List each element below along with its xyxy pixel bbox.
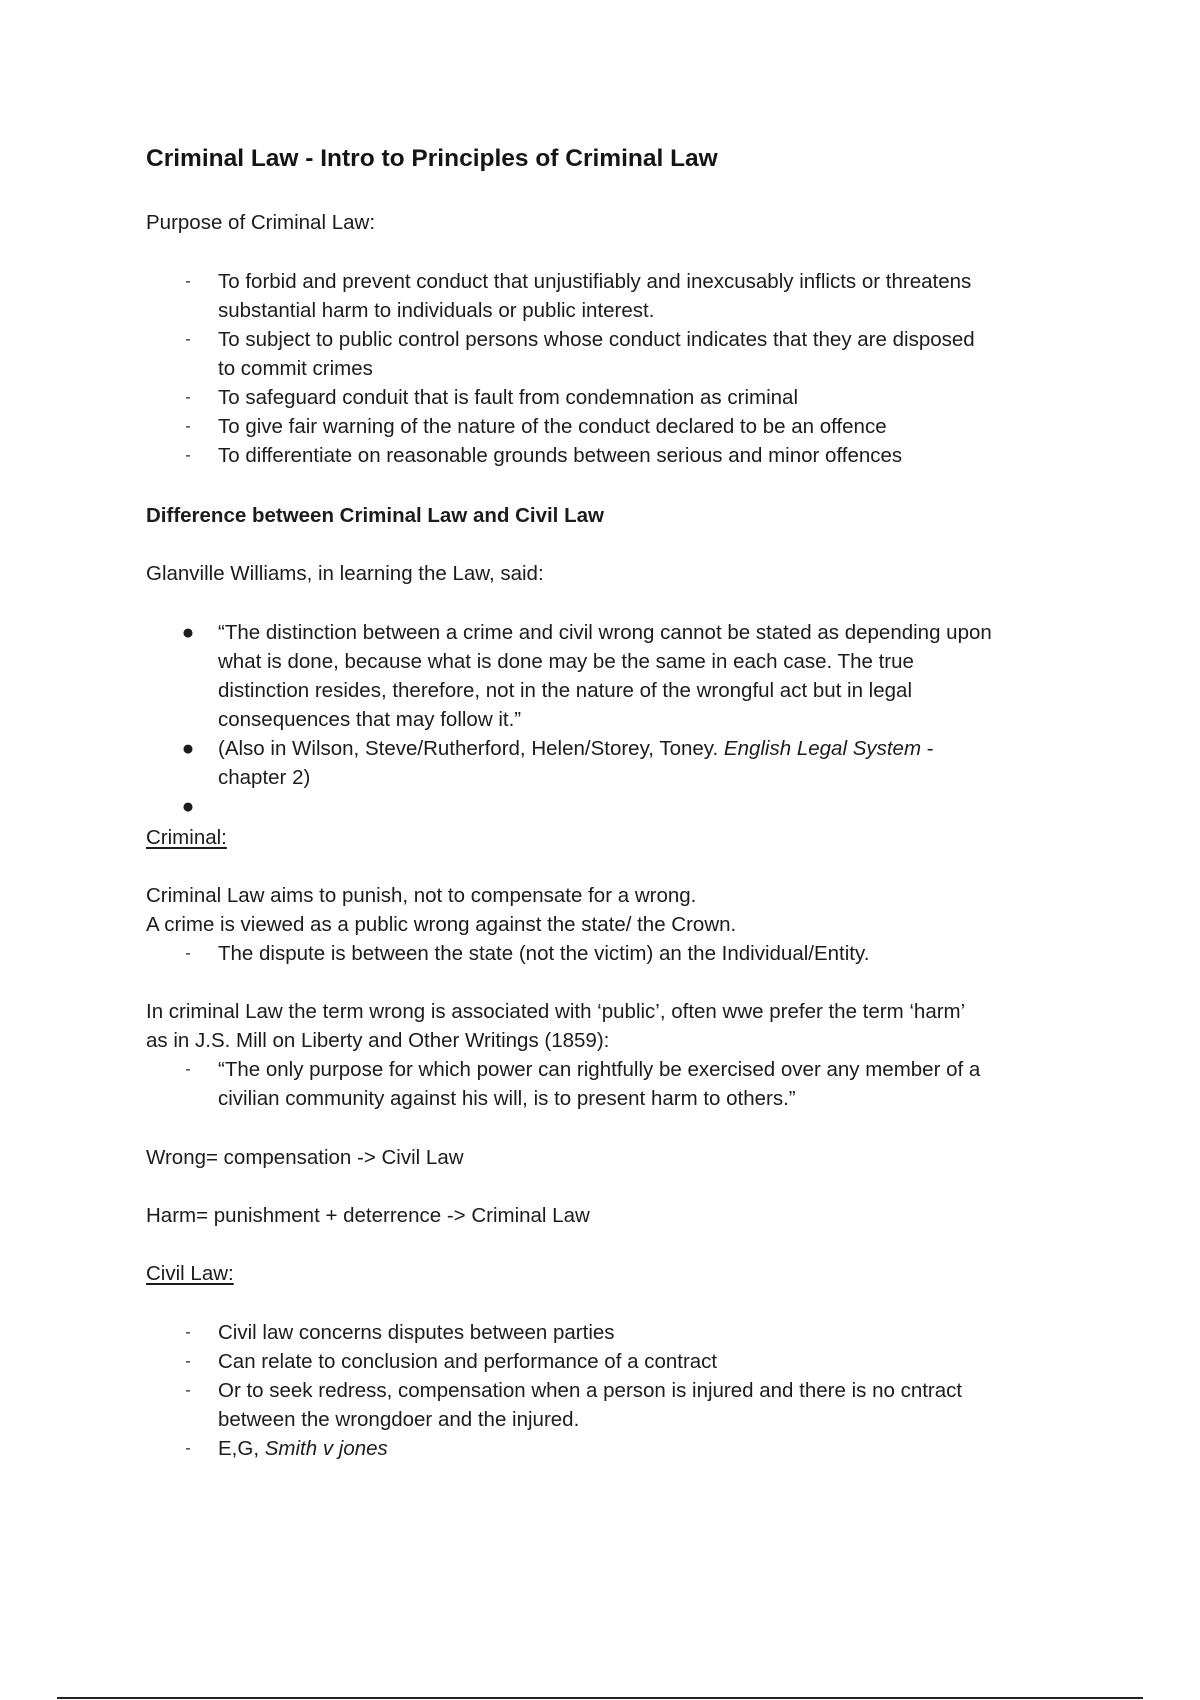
list-item [146,939,1086,968]
list-item-text: To differentiate on reasonable grounds between serious and minor offences [218,444,903,467]
quote-text: civilian community against his will, is to present harm to others.” [218,1087,796,1110]
list-item [146,734,1086,792]
case-example-prefix: E,G, [218,1437,265,1460]
list-item-text: Can relate to conclusion and performance of a contract [218,1350,718,1373]
list-item-text: between the wrongdoer and the injured. [218,1408,580,1431]
list-item-text: To give fair warning of the nature of the conduct declared to be an offence [218,415,887,438]
list-item-text: Civil law concerns disputes between parties [218,1321,615,1344]
case-name: Smith v jones [264,1437,388,1460]
quote-text: distinction resides, therefore, not in the nature of the wrongful act but in legal [218,679,912,702]
dash-bullet: - [185,1353,191,1370]
list-item [146,1055,1086,1113]
list-item-text: To forbid and prevent conduct that unjustifiably and inexcusably inflicts or threatens [218,270,972,293]
page-bottom-rule [57,1697,1143,1699]
civil-heading: Civil Law: [146,1262,234,1285]
criminal-heading: Criminal: [146,826,227,849]
list-item-text: To safeguard conduit that is fault from condemnation as criminal [218,386,798,409]
citation-dash: - [921,737,934,760]
quote-text: “The only purpose for which power can rightfully be exercised over any member of a [218,1058,981,1081]
list-item [146,441,1086,470]
dot-bullet: ● [181,737,195,760]
dash-bullet: - [185,1440,191,1457]
quote-text: “The distinction between a crime and civil wrong cannot be stated as depending upon [218,621,992,644]
dash-bullet: - [185,447,191,464]
quote-list [146,618,1086,821]
list-item [146,412,1086,441]
list-item [146,1347,1086,1376]
list-item-text: substantial harm to individuals or public interest. [218,299,655,322]
criminal-line-1: Criminal Law aims to punish, not to compensate for a wrong. [146,884,697,907]
list-item [146,383,1086,412]
wrong-para-line-1: In criminal Law the term wrong is associated with ‘public’, often wwe prefer the term ‘harm’ [146,1000,966,1023]
page-title: Criminal Law - Intro to Principles of Criminal Law [146,145,718,172]
purpose-list [146,267,1086,470]
dash-bullet: - [185,1061,191,1078]
criminal-line-2: A crime is viewed as a public wrong against the state/ the Crown. [146,913,737,936]
case-example [218,1434,1086,1463]
glanville-intro: Glanville Williams, in learning the Law, said: [146,562,544,585]
list-item [146,618,1086,734]
list-item-text: Or to seek redress, compensation when a person is injured and there is no cntract [218,1379,963,1402]
criminal-sub-list [146,939,1086,968]
list-item [146,1318,1086,1347]
book-title: English Legal System [723,737,922,760]
civil-list [146,1318,1086,1463]
list-item-empty [146,792,1086,821]
wrong-para-line-2: as in J.S. Mill on Liberty and Other Writings (1859): [146,1029,610,1052]
empty-item-text [218,792,1086,821]
list-item [146,267,1086,325]
quote-text: consequences that may follow it.” [218,708,522,731]
list-item [146,1376,1086,1434]
dash-bullet: - [185,1382,191,1399]
list-item-text: to commit crimes [218,357,373,380]
list-item [146,325,1086,383]
dash-bullet: - [185,945,191,962]
dash-bullet: - [185,331,191,348]
dash-bullet: - [185,1324,191,1341]
dash-bullet: - [185,273,191,290]
difference-heading: Difference between Criminal Law and Civil Law [146,504,604,527]
citation-chapter: chapter 2) [218,766,311,789]
dot-bullet: ● [181,621,195,644]
wrong-equation: Wrong= compensation -> Civil Law [146,1146,464,1169]
mill-quote-list [146,1055,1086,1113]
dash-bullet: - [185,389,191,406]
list-item-text: To subject to public control persons whose conduct indicates that they are disposed [218,328,975,351]
citation-text [218,734,1086,763]
list-item [146,1434,1086,1463]
purpose-heading: Purpose of Criminal Law: [146,211,376,234]
harm-equation: Harm= punishment + deterrence -> Criminal Law [146,1204,590,1227]
quote-text: what is done, because what is done may be the same in each case. The true [218,650,914,673]
dash-bullet: - [185,418,191,435]
dot-bullet: ● [181,795,195,818]
citation-authors: (Also in Wilson, Steve/Rutherford, Helen/Storey, Toney. [218,737,724,760]
list-item-text: The dispute is between the state (not the victim) an the Individual/Entity. [218,942,870,965]
